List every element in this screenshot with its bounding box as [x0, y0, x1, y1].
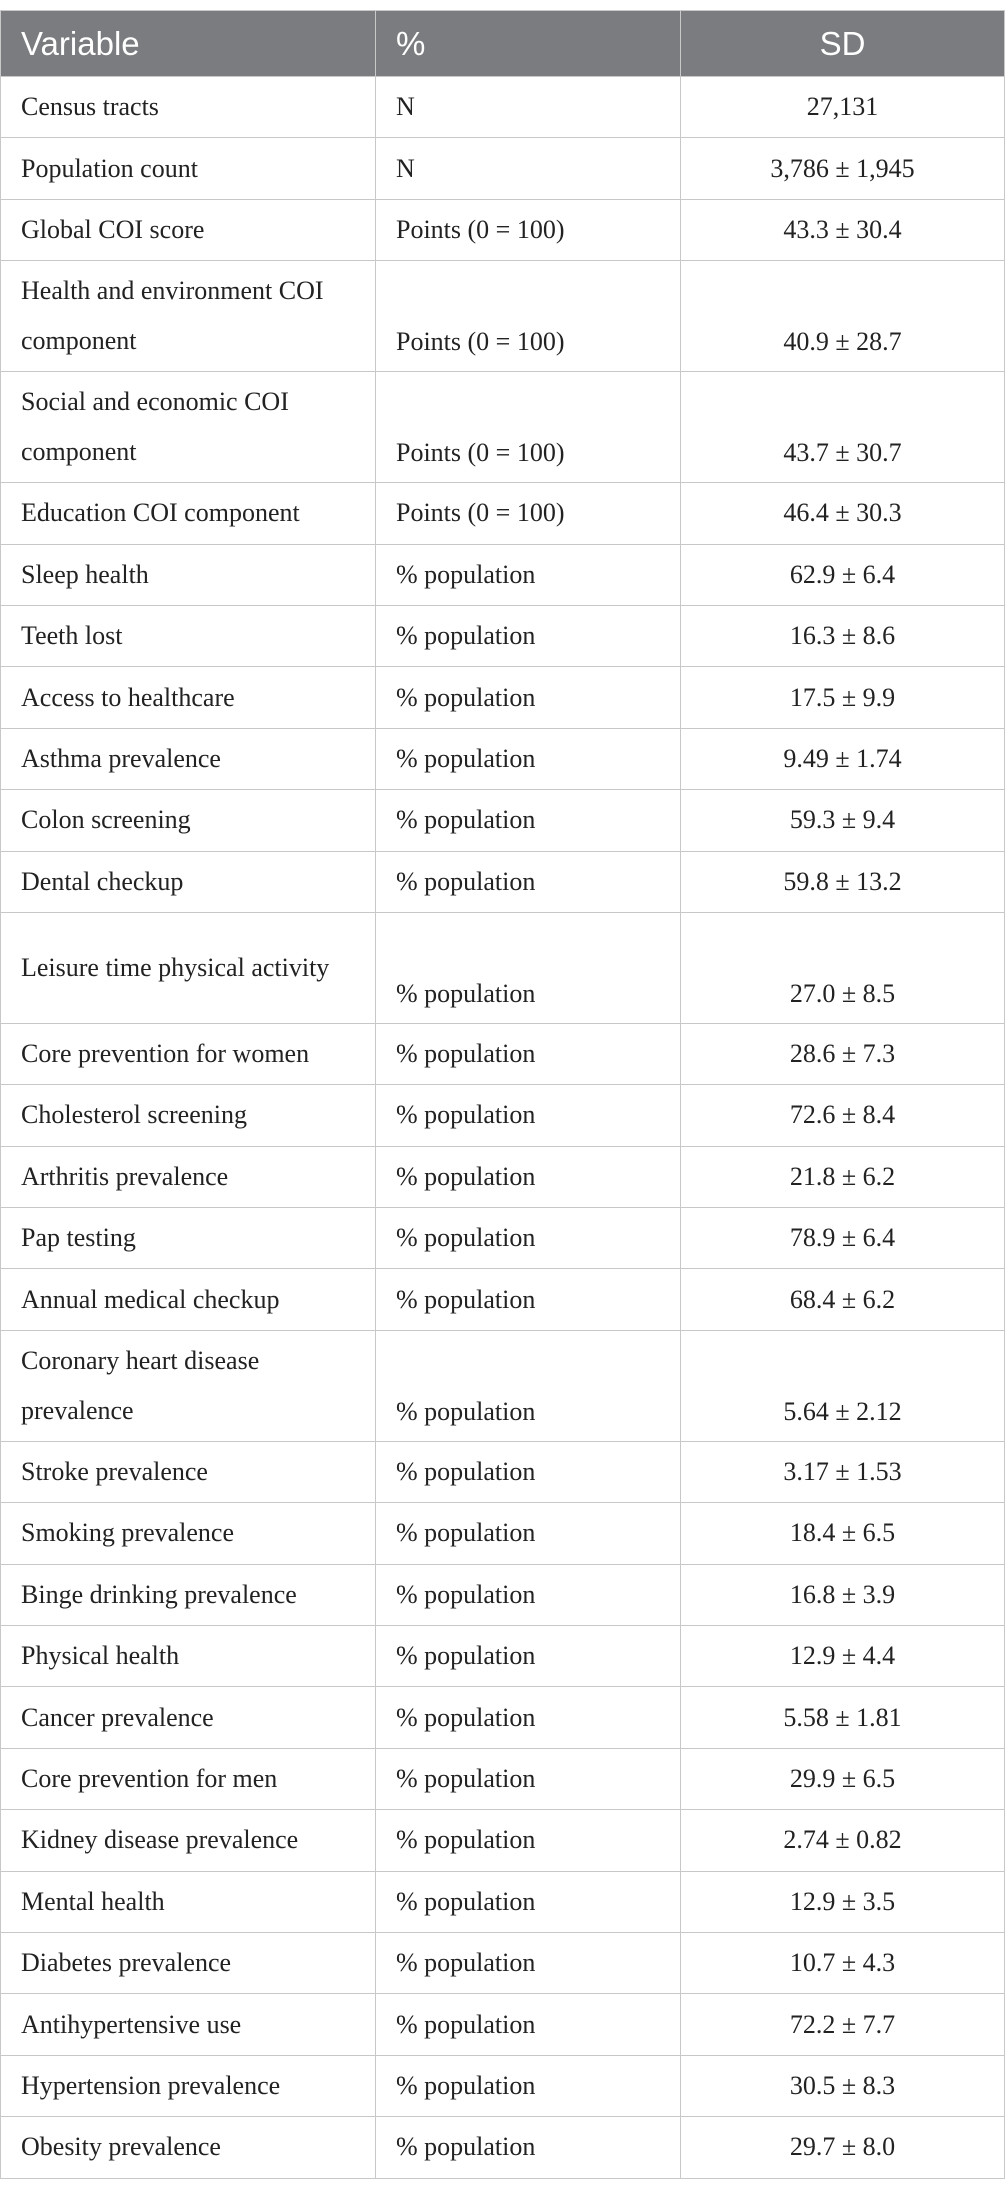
- cell-variable: Cholesterol screening: [1, 1085, 376, 1146]
- cell-sd: 16.3 ± 8.6: [681, 605, 1005, 666]
- cell-variable: Dental checkup: [1, 851, 376, 912]
- table-row: [1, 1748, 1005, 1809]
- cell-variable: Global COI score: [1, 199, 376, 260]
- cell-variable: Pap testing: [1, 1208, 376, 1269]
- cell-sd: 27,131: [681, 77, 1005, 138]
- cell-sd: 12.9 ± 3.5: [681, 1871, 1005, 1932]
- cell-unit: % population: [376, 2117, 681, 2178]
- cell-variable: Access to healthcare: [1, 667, 376, 728]
- cell-sd: 21.8 ± 6.2: [681, 1146, 1005, 1207]
- table-row: [1, 138, 1005, 199]
- cell-variable: Kidney disease prevalence: [1, 1810, 376, 1871]
- cell-sd: 29.9 ± 6.5: [681, 1748, 1005, 1809]
- cell-sd: 46.4 ± 30.3: [681, 483, 1005, 544]
- cell-unit: % population: [376, 1269, 681, 1330]
- cell-sd: 30.5 ± 8.3: [681, 2055, 1005, 2116]
- table-row: [1, 1269, 1005, 1330]
- cell-variable: Coronary heart disease prevalence: [1, 1330, 376, 1441]
- cell-variable: Leisure time physical activity: [1, 912, 376, 1023]
- cell-unit: Points (0 = 100): [376, 483, 681, 544]
- cell-variable: Census tracts: [1, 77, 376, 138]
- table-row: [1, 1023, 1005, 1084]
- table-row: [1, 1146, 1005, 1207]
- cell-variable: Obesity prevalence: [1, 2117, 376, 2178]
- table-row: [1, 2117, 1005, 2178]
- cell-unit: Points (0 = 100): [376, 261, 681, 372]
- table-row: [1, 199, 1005, 260]
- cell-variable: Annual medical checkup: [1, 1269, 376, 1330]
- cell-unit: % population: [376, 1085, 681, 1146]
- table-row: [1, 1503, 1005, 1564]
- table-row: [1, 1932, 1005, 1993]
- cell-variable: Colon screening: [1, 790, 376, 851]
- cell-sd: 29.7 ± 8.0: [681, 2117, 1005, 2178]
- data-table: [0, 10, 1005, 2179]
- table-row: [1, 483, 1005, 544]
- cell-unit: % population: [376, 1626, 681, 1687]
- table-row: [1, 1994, 1005, 2055]
- cell-variable: Arthritis prevalence: [1, 1146, 376, 1207]
- cell-variable: Education COI component: [1, 483, 376, 544]
- cell-sd: 16.8 ± 3.9: [681, 1564, 1005, 1625]
- cell-unit: Points (0 = 100): [376, 199, 681, 260]
- cell-unit: % population: [376, 1687, 681, 1748]
- cell-variable: Stroke prevalence: [1, 1441, 376, 1502]
- cell-variable: Hypertension prevalence: [1, 2055, 376, 2116]
- cell-sd: 17.5 ± 9.9: [681, 667, 1005, 728]
- cell-unit: Points (0 = 100): [376, 372, 681, 483]
- cell-variable: Sleep health: [1, 544, 376, 605]
- cell-variable: Mental health: [1, 1871, 376, 1932]
- cell-sd: 59.8 ± 13.2: [681, 851, 1005, 912]
- cell-sd: 3,786 ± 1,945: [681, 138, 1005, 199]
- cell-variable: Population count: [1, 138, 376, 199]
- cell-unit: % population: [376, 1994, 681, 2055]
- table-row: [1, 605, 1005, 666]
- table-row: [1, 912, 1005, 1023]
- cell-sd: 28.6 ± 7.3: [681, 1023, 1005, 1084]
- table-row: [1, 1564, 1005, 1625]
- cell-unit: % population: [376, 1208, 681, 1269]
- cell-unit: N: [376, 138, 681, 199]
- table-row: [1, 1687, 1005, 1748]
- cell-unit: N: [376, 77, 681, 138]
- cell-sd: 10.7 ± 4.3: [681, 1932, 1005, 1993]
- cell-variable: Core prevention for men: [1, 1748, 376, 1809]
- table-row: [1, 1208, 1005, 1269]
- cell-variable: Physical health: [1, 1626, 376, 1687]
- cell-unit: % population: [376, 1748, 681, 1809]
- cell-unit: % population: [376, 912, 681, 1023]
- table-row: [1, 2055, 1005, 2116]
- cell-sd: 5.58 ± 1.81: [681, 1687, 1005, 1748]
- header-row: [1, 11, 1005, 77]
- table-row: [1, 1085, 1005, 1146]
- cell-unit: % population: [376, 667, 681, 728]
- cell-unit: % population: [376, 1023, 681, 1084]
- table-row: [1, 1810, 1005, 1871]
- cell-unit: % population: [376, 1441, 681, 1502]
- cell-variable: Antihypertensive use: [1, 1994, 376, 2055]
- cell-sd: 62.9 ± 6.4: [681, 544, 1005, 605]
- cell-unit: % population: [376, 1932, 681, 1993]
- cell-sd: 72.6 ± 8.4: [681, 1085, 1005, 1146]
- cell-sd: 3.17 ± 1.53: [681, 1441, 1005, 1502]
- cell-unit: % population: [376, 1330, 681, 1441]
- cell-sd: 72.2 ± 7.7: [681, 1994, 1005, 2055]
- cell-unit: % population: [376, 790, 681, 851]
- cell-sd: 40.9 ± 28.7: [681, 261, 1005, 372]
- header-variable: Variable: [1, 11, 376, 77]
- cell-unit: % population: [376, 1871, 681, 1932]
- table-body: [1, 77, 1005, 2179]
- cell-unit: % population: [376, 1146, 681, 1207]
- table-row: [1, 1626, 1005, 1687]
- cell-sd: 68.4 ± 6.2: [681, 1269, 1005, 1330]
- cell-sd: 18.4 ± 6.5: [681, 1503, 1005, 1564]
- cell-sd: 78.9 ± 6.4: [681, 1208, 1005, 1269]
- cell-sd: 12.9 ± 4.4: [681, 1626, 1005, 1687]
- table-row: [1, 261, 1005, 372]
- cell-unit: % population: [376, 544, 681, 605]
- cell-sd: 2.74 ± 0.82: [681, 1810, 1005, 1871]
- table-row: [1, 1441, 1005, 1502]
- header-unit: %: [376, 11, 681, 77]
- cell-variable: Health and environment COI component: [1, 261, 376, 372]
- cell-variable: Teeth lost: [1, 605, 376, 666]
- cell-variable: Asthma prevalence: [1, 728, 376, 789]
- table-header: [1, 11, 1005, 77]
- table-row: [1, 1871, 1005, 1932]
- table-row: [1, 544, 1005, 605]
- table-row: [1, 728, 1005, 789]
- cell-sd: 5.64 ± 2.12: [681, 1330, 1005, 1441]
- cell-unit: % population: [376, 2055, 681, 2116]
- table-row: [1, 1330, 1005, 1441]
- cell-unit: % population: [376, 728, 681, 789]
- table-row: [1, 372, 1005, 483]
- cell-variable: Diabetes prevalence: [1, 1932, 376, 1993]
- cell-variable: Binge drinking prevalence: [1, 1564, 376, 1625]
- table-row: [1, 77, 1005, 138]
- cell-variable: Core prevention for women: [1, 1023, 376, 1084]
- cell-sd: 27.0 ± 8.5: [681, 912, 1005, 1023]
- cell-sd: 9.49 ± 1.74: [681, 728, 1005, 789]
- cell-variable: Cancer prevalence: [1, 1687, 376, 1748]
- cell-sd: 43.3 ± 30.4: [681, 199, 1005, 260]
- table-row: [1, 790, 1005, 851]
- cell-unit: % population: [376, 1503, 681, 1564]
- cell-variable: Social and economic COI component: [1, 372, 376, 483]
- cell-unit: % population: [376, 851, 681, 912]
- cell-sd: 59.3 ± 9.4: [681, 790, 1005, 851]
- cell-unit: % population: [376, 1810, 681, 1871]
- cell-unit: % population: [376, 1564, 681, 1625]
- cell-unit: % population: [376, 605, 681, 666]
- table-row: [1, 851, 1005, 912]
- table-row: [1, 667, 1005, 728]
- cell-variable: Smoking prevalence: [1, 1503, 376, 1564]
- cell-sd: 43.7 ± 30.7: [681, 372, 1005, 483]
- header-sd: SD: [681, 11, 1005, 77]
